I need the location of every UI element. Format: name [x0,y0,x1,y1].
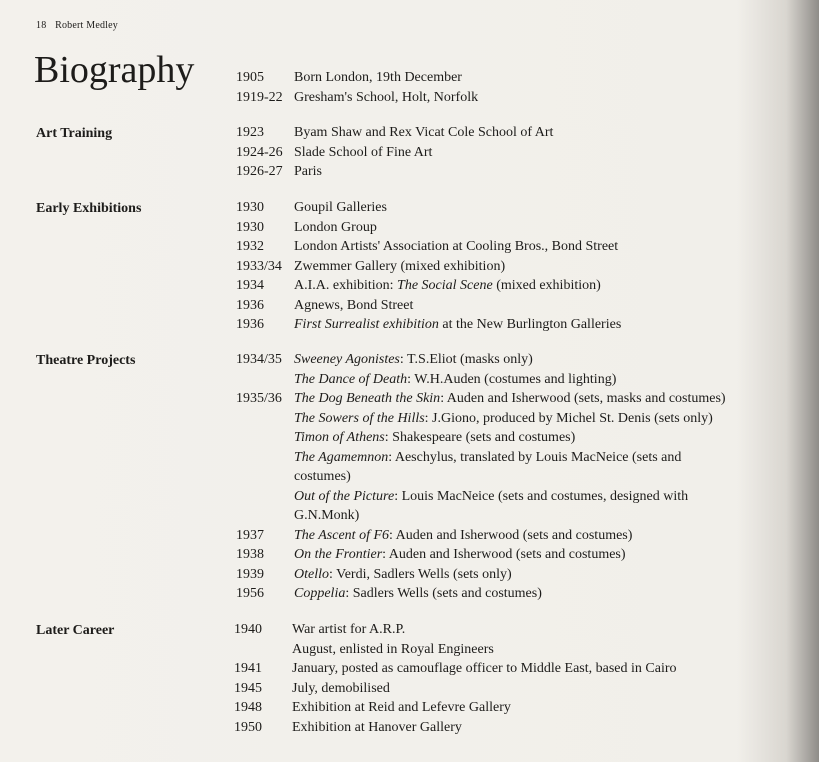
entry-text-post: : J.Giono, produced by Michel St. Denis (sets only) [424,411,713,426]
entry-year: 1941 [234,661,262,676]
entry-text [292,620,405,639]
entry-text-plain: Exhibition at Reid and Lefevre Gallery [292,700,511,715]
entry-text-plain: Agnews, Bond Street [294,298,414,313]
entry-work-title: The Dance of Death [294,372,408,387]
running-head [36,20,118,31]
entry-year: 1936 [236,298,264,313]
entry-work-title: Coppelia [294,586,346,601]
entry-text [294,467,351,486]
entry-text [292,698,511,717]
entry-text-post: : Aeschylus, translated by Louis MacNeice (sets and [388,450,682,465]
entry-year: 1938 [236,547,264,562]
entry-text-post: : Verdi, Sadlers Wells (sets only) [329,567,512,582]
entry-text [294,198,387,217]
entry-text-plain: G.N.Monk) [294,508,360,523]
entry-text [294,487,688,506]
entry-year: 1923 [236,125,264,140]
entry-work-title: First Surrealist exhibition [294,317,439,332]
entry-year: 1937 [236,528,264,543]
entry-text-post: (mixed exhibition) [492,278,601,293]
entry-text-post: : Shakespeare (sets and costumes) [384,430,576,445]
entry-text-post: : Auden and Isherwood (sets and costumes) [382,547,626,562]
entry-work-title: Timon of Athens [294,430,385,445]
entry-work-title: On the Frontier [294,547,383,562]
entry-text-plain: August, enlisted in Royal Engineers [292,642,494,657]
entry-year: 1905 [236,70,264,85]
entry-text [294,409,713,428]
entry-text-post: : Auden and Isherwood (sets and costumes) [389,528,633,543]
entry-year: 1932 [236,239,264,254]
entry-year: 1926-27 [236,164,283,179]
entry-text-plain: Paris [294,164,322,179]
entry-text [292,640,494,659]
entry-text [294,68,462,87]
section-heading: Art Training [36,126,113,141]
entry-text-plain: Goupil Galleries [294,200,387,215]
entry-text [294,584,542,603]
entry-year: 1956 [236,586,264,601]
entry-text-plain: Gresham's School, Holt, Norfolk [294,90,479,105]
entry-text [292,679,390,698]
entry-year: 1936 [236,317,264,332]
entry-year: 1933/34 [236,259,282,274]
entry-text [294,315,621,334]
entry-year: 1935/36 [236,391,282,406]
entry-text [294,448,681,467]
entry-year: 1930 [236,200,264,215]
section-heading: Later Career [36,623,115,638]
entry-text-pre: A.I.A. exhibition: [294,278,398,293]
entry-year: 1939 [236,567,264,582]
entry-text [294,257,505,276]
entry-work-title: The Sowers of the Hills [294,411,425,426]
entry-text-plain: Byam Shaw and Rex Vicat Cole School of Art [294,125,554,140]
entry-text-plain: January, posted as camouflage officer to Middle East, based in Cairo [292,661,677,676]
entry-year: 1919-22 [236,90,283,105]
entry-text [294,123,553,142]
entry-text-plain: Slade School of Fine Art [294,145,433,160]
entry-text [294,506,359,525]
entry-work-title: The Social Scene [397,278,493,293]
entry-text-plain: Exhibition at Hanover Gallery [292,720,462,735]
entry-text [294,237,618,256]
entry-text-plain: Born London, 19th December [294,70,462,85]
entry-text-post: : Sadlers Wells (sets and costumes) [345,586,542,601]
entry-text [294,88,478,107]
entry-work-title: Out of the Picture [294,489,395,504]
entry-text [294,350,533,369]
entry-text [294,545,626,564]
entry-text [294,162,322,181]
entry-text-plain: July, demobilised [292,681,390,696]
entry-year: 1934 [236,278,264,293]
entry-year: 1950 [234,720,262,735]
entry-year: 1924-26 [236,145,283,160]
entry-text [292,718,462,737]
entry-text-plain: Zwemmer Gallery (mixed exhibition) [294,259,506,274]
entry-text [294,526,632,545]
entry-text [294,428,575,447]
entry-work-title: The Dog Beneath the Skin [294,391,441,406]
entry-text [294,565,512,584]
entry-text-post: : Louis MacNeice (sets and costumes, designed with [394,489,689,504]
entry-work-title: Otello [294,567,329,582]
entry-text-post: : W.H.Auden (costumes and lighting) [407,372,617,387]
entry-text-post: : Auden and Isherwood (sets, masks and costumes) [440,391,726,406]
entry-text-plain: War artist for A.R.P. [292,622,406,637]
entry-work-title: The Ascent of F6 [294,528,390,543]
section-heading: Early Exhibitions [36,201,142,216]
page-title: Biography [34,49,195,91]
entry-text-plain: costumes) [294,469,351,484]
entry-text [294,389,726,408]
entry-year: 1930 [236,220,264,235]
page-number: 18 [36,20,47,31]
entry-work-title: The Agamemnon [294,450,389,465]
entry-text [294,143,432,162]
entry-text [294,218,377,237]
entry-text-plain: London Group [294,220,377,235]
entry-text [294,276,601,295]
entry-year: 1948 [234,700,262,715]
entry-work-title: Sweeney Agonistes [294,352,400,367]
section-heading: Theatre Projects [36,353,136,368]
entry-text-post: at the New Burlington Galleries [438,317,622,332]
entry-year: 1945 [234,681,262,696]
entry-text [294,296,413,315]
entry-text-post: : T.S.Eliot (masks only) [399,352,533,367]
entry-text-plain: London Artists' Association at Cooling Bros., Bond Street [294,239,619,254]
entry-text [294,370,616,389]
entry-year: 1934/35 [236,352,282,367]
entry-year: 1940 [234,622,262,637]
running-head-author: Robert Medley [55,20,118,31]
entry-text [292,659,677,678]
